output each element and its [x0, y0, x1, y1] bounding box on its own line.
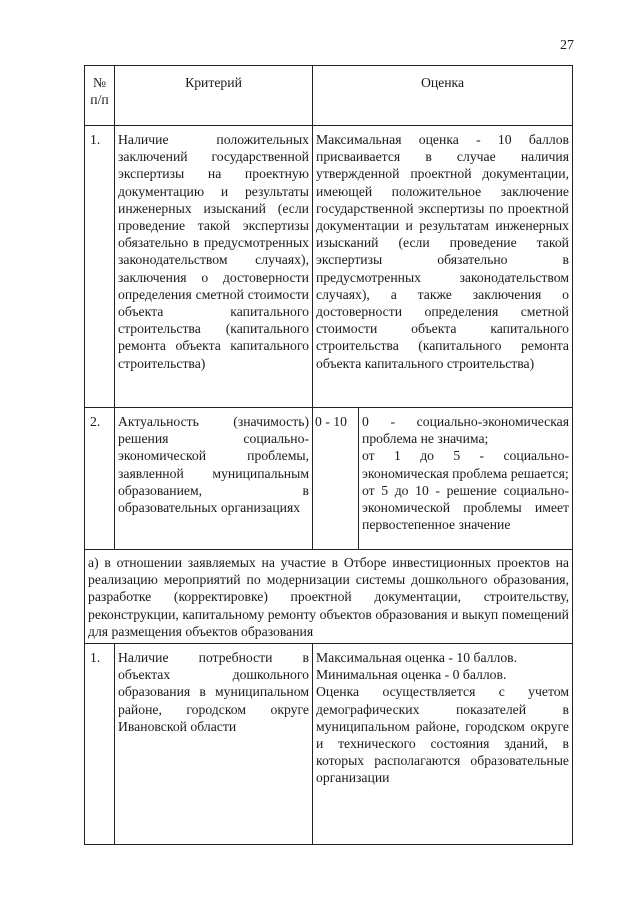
header-number: № п/п [85, 66, 115, 126]
assessment-line: от 5 до 10 - решение социально-экономической проблемы имеет первостепенное значение [362, 482, 570, 533]
assessment-line: от 1 до 5 - социально-экономическая проблема решается; [362, 448, 570, 481]
table-row [85, 408, 573, 550]
assessment-line: 0 - социально-экономическая проблема не значима; [362, 414, 570, 447]
assessment-line: Минимальная оценка - 0 баллов. [316, 667, 507, 683]
row-number: 2. [85, 408, 115, 550]
table-row [85, 126, 573, 408]
row-number: 1. [85, 644, 115, 845]
assessment-cell [359, 408, 573, 550]
page-number: 27 [560, 38, 574, 53]
assessment-cell [313, 644, 573, 845]
score-range-cell: 0 - 10 [313, 408, 359, 550]
criteria-table [84, 65, 573, 845]
row-number: 1. [85, 126, 115, 408]
section-row [85, 550, 573, 644]
assessment-line: Максимальная оценка - 10 баллов. [316, 650, 518, 666]
assessment-cell: Максимальная оценка - 10 баллов присваивается в случае наличия утвержденной проектной документации, имеющей положительное заключение государственной экспертизы по проектной документации и результатам инженерных изысканий (если проведение такой экспертизы обязательно в предусмотренных законодательством случаях), а также заключения о достоверности определения сметной стоимости объекта капитального строительства (капитального ремонта объекта капитального строительства) [313, 126, 573, 408]
table-row [85, 644, 573, 845]
section-heading: а) в отношении заявляемых на участие в Отборе инвестиционных проектов на реализацию мероприятий по модернизации системы дошкольного образования, разработке (корректировке) проектной документации, строительству, реконструкции, капитальному ремонту объектов образования и выкуп помещений для размещения объектов образования [85, 550, 573, 644]
criterion-cell: Наличие положительных заключений государственной экспертизы на проектную документацию и результаты инженерных изысканий (если проведение такой экспертизы обязательно в предусмотренных законодательством случаях), заключения о достоверности определения сметной стоимости объекта капитального строительства (капитального ремонта объекта капитального строительства) [115, 126, 313, 408]
header-assessment: Оценка [313, 66, 573, 126]
assessment-line: Оценка осуществляется с учетом демографических показателей в муниципальном районе, городском округе и технического состояния зданий, в которых располагаются образовательные организации [316, 684, 570, 786]
header-criterion: Критерий [115, 66, 313, 126]
table-header-row [85, 66, 573, 126]
criterion-cell: Актуальность (значимость) решения социально-экономической проблемы, заявленной муниципальным образованием, в образовательных организациях [115, 408, 313, 550]
criterion-cell: Наличие потребности в объектах дошкольного образования в муниципальном районе, городском округе Ивановской области [115, 644, 313, 845]
